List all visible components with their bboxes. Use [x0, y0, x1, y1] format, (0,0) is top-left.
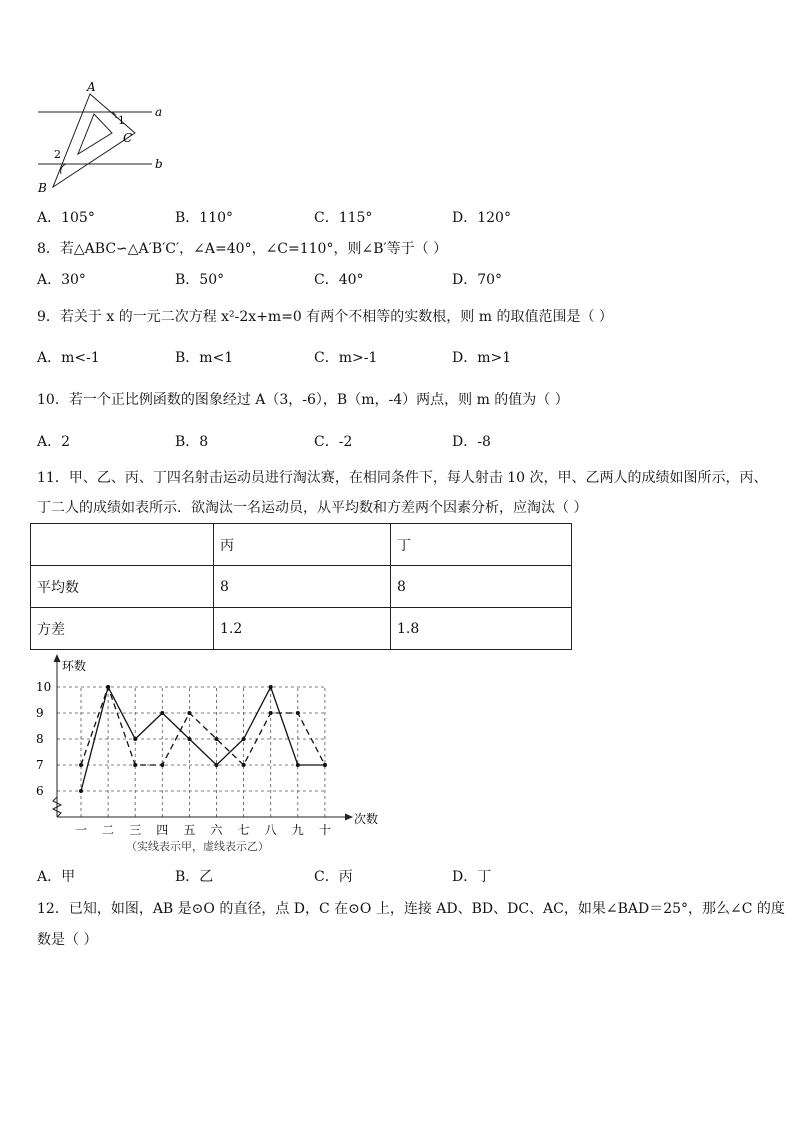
data-point [242, 763, 246, 767]
data-point [323, 763, 327, 767]
chart-grid [57, 687, 325, 817]
x-tick-label: 七 [237, 823, 250, 837]
q11-option-b[interactable]: B．乙 [175, 869, 214, 885]
x-axis-label: 次数 [354, 812, 379, 826]
table-cell: 1.8 [391, 608, 572, 650]
table-cell: 方差 [31, 608, 214, 650]
angle-1-arc [110, 112, 116, 118]
q11-stem-line2: 丁二人的成绩如表所示．欲淘汰一名运动员，从平均数和方差两个因素分析，应淘汰（ ） [37, 500, 588, 516]
chart-caption: （实线表示甲，虚线表示乙） [126, 840, 269, 853]
q10-stem: 10．若一个正比例函数的图象经过 A（3，-6），B（m，-4）两点，则 m 的值为（ ） [37, 392, 569, 408]
data-point [160, 763, 164, 767]
data-point [215, 737, 219, 741]
data-point [187, 737, 191, 741]
q8-option-d[interactable]: D．70° [452, 272, 503, 288]
x-tick-label: 九 [291, 823, 304, 837]
series-line-dashed [81, 687, 325, 765]
y-axis-label: 环数 [62, 659, 87, 673]
q9-option-a[interactable]: A．m<-1 [37, 350, 100, 366]
table-cell: 8 [391, 566, 572, 608]
data-point [79, 789, 83, 793]
data-point [296, 711, 300, 715]
q10-option-b[interactable]: B．8 [175, 434, 209, 450]
x-tick-label: 十 [318, 823, 331, 837]
q8-option-c[interactable]: C．40° [314, 272, 364, 288]
y-tick-label: 8 [36, 732, 44, 746]
q11-option-d[interactable]: D．丁 [452, 869, 492, 885]
q12-stem-line2: 数是（ ） [37, 932, 98, 948]
q10-option-a[interactable]: A．2 [37, 434, 71, 450]
x-tick-label: 二 [102, 823, 115, 837]
data-point [269, 685, 273, 689]
table-cell: 平均数 [31, 566, 214, 608]
q9-option-c[interactable]: C．m>-1 [314, 350, 378, 366]
q8-option-b[interactable]: B．50° [175, 272, 225, 288]
y-tick-label: 10 [36, 680, 52, 694]
table-header-cell: 丙 [214, 524, 391, 566]
y-axis-arrow [54, 654, 61, 662]
table-cell: 8 [214, 566, 391, 608]
label-line-a: a [155, 105, 163, 119]
q7-option-d[interactable]: D．120° [452, 210, 511, 226]
data-point [269, 711, 273, 715]
score-chart [30, 652, 390, 857]
label-angle-1: 1 [118, 114, 125, 127]
q12-stem-line1: 12．已知，如图，AB 是⊙O 的直径，点 D，C 在⊙O 上，连接 AD、BD、DC、AC，如果∠BAD＝25°，那么∠C 的度 [37, 901, 785, 917]
q7-option-c[interactable]: C．115° [314, 210, 373, 226]
x-tick-label: 六 [210, 823, 223, 837]
table-cell: 1.2 [214, 608, 391, 650]
q11-option-a[interactable]: A．甲 [37, 869, 76, 885]
data-point [296, 763, 300, 767]
q9-option-b[interactable]: B．m<1 [175, 350, 234, 366]
q8-option-a[interactable]: A．30° [37, 272, 86, 288]
q7-figure [30, 78, 180, 198]
label-C: C [123, 131, 133, 145]
data-point [106, 685, 110, 689]
q11-option-c[interactable]: C．丙 [314, 869, 353, 885]
table-header-cell: 丁 [391, 524, 572, 566]
x-tick-label: 三 [129, 823, 142, 837]
data-point [242, 737, 246, 741]
x-tick-label: 五 [183, 823, 196, 837]
q9-option-d[interactable]: D．m>1 [452, 350, 512, 366]
x-tick-label: 四 [156, 823, 169, 837]
q11-stem-line1: 11．甲、乙、丙、丁四名射击运动员进行淘汰赛，在相同条件下，每人射击 10 次，甲、乙两人的成绩如图所示，丙、 [37, 470, 768, 486]
x-axis-arrow [345, 814, 353, 821]
data-point [215, 763, 219, 767]
table-row [31, 566, 572, 608]
data-point [133, 763, 137, 767]
q7-option-a[interactable]: A．105° [37, 210, 95, 226]
score-table [30, 523, 572, 650]
x-tick-label: 八 [264, 823, 277, 837]
chart-axes [36, 654, 353, 837]
label-B: B [38, 181, 47, 195]
q9-stem: 9．若关于 x 的一元二次方程 x²-2x+m=0 有两个不相等的实数根，则 m 的取值范围是（ ） [37, 309, 613, 325]
triangle-inner [78, 114, 112, 154]
data-point [79, 763, 83, 767]
label-A: A [87, 80, 96, 94]
y-tick-label: 9 [36, 706, 44, 720]
data-point [187, 711, 191, 715]
data-point [133, 737, 137, 741]
y-tick-label: 7 [36, 758, 44, 772]
q8-stem: 8．若△ABC∽△A′B′C′，∠A=40°，∠C=110°，则∠B′等于（ ） [37, 241, 448, 257]
data-point [160, 711, 164, 715]
y-tick-label: 6 [36, 784, 44, 798]
table-header-cell [31, 524, 214, 566]
table-header-row [31, 524, 572, 566]
x-tick-label: 一 [74, 823, 88, 837]
table-row [31, 608, 572, 650]
label-line-b: b [155, 157, 163, 171]
q10-option-d[interactable]: D．-8 [452, 434, 491, 450]
q10-option-c[interactable]: C．-2 [314, 434, 353, 450]
q7-option-b[interactable]: B．110° [175, 210, 234, 226]
label-angle-2: 2 [54, 148, 61, 161]
